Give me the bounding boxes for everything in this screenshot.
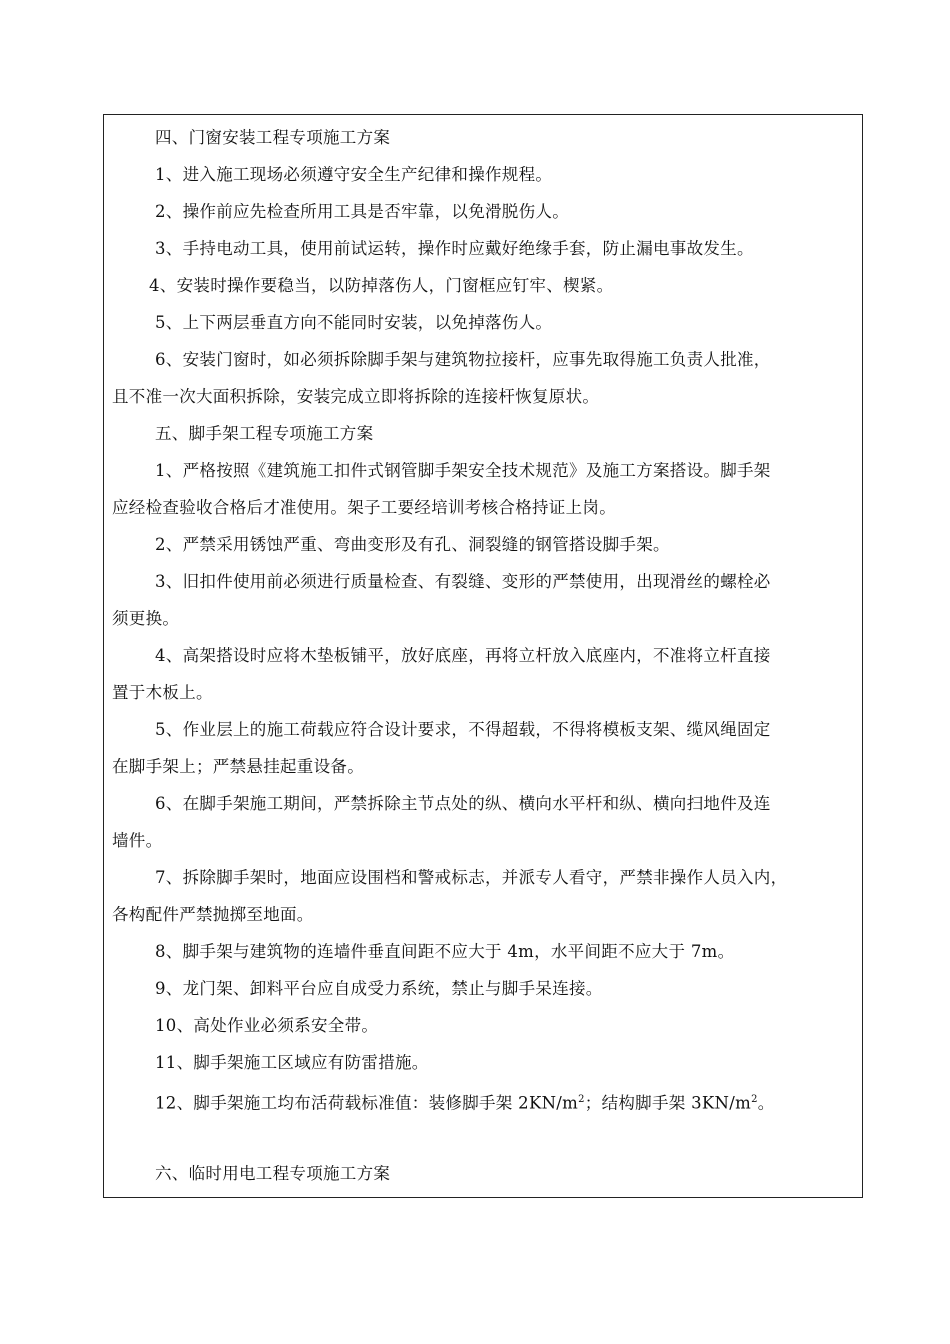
section-5-item-5 xyxy=(112,711,854,785)
section-5-item-9: 9、龙门架、卸料平台应自成受力系统，禁止与脚手呆连接。 xyxy=(155,979,603,998)
document-body xyxy=(112,119,854,1192)
section-5-item-12-text-a: 12、脚手架施工均布活荷载标准值：装修脚手架 2KN/m xyxy=(155,1093,579,1113)
section-5-item-3-line-2: 须更换。 xyxy=(112,609,180,628)
section-5-item-7 xyxy=(112,859,854,933)
section-5-item-6 xyxy=(112,785,854,859)
section-5-item-12 xyxy=(112,1081,854,1118)
section-4-item-6 xyxy=(112,341,854,415)
section-4-item-6-line-2: 且不准一次大面积拆除，安装完成立即将拆除的连接杆恢复原状。 xyxy=(112,387,600,406)
section-5-item-12-text-c: 。 xyxy=(757,1093,775,1113)
section-5-item-7-line-2: 各构配件严禁抛掷至地面。 xyxy=(112,905,314,924)
section-5-item-3 xyxy=(112,563,854,637)
section-5-item-7-line-1: 7、拆除脚手架时，地面应设围档和警戒标志，并派专人看守，严禁非操作人员入内， xyxy=(155,868,788,887)
section-4-title: 四、门窗安装工程专项施工方案 xyxy=(155,128,391,147)
section-4-item-4: 4、安装时操作要稳当，以防掉落伤人，门窗框应钉牢、楔紧。 xyxy=(149,276,614,295)
section-5-item-8: 8、脚手架与建筑物的连墙件垂直间距不应大于 4m，水平间距不应大于 7m。 xyxy=(155,942,735,961)
section-5-item-5-line-1: 5、作业层上的施工荷载应符合设计要求，不得超载，不得将模板支架、缆风绳固定 xyxy=(155,720,771,739)
section-5-title: 五、脚手架工程专项施工方案 xyxy=(155,424,374,443)
section-5-item-12-text-b: ；结构脚手架 3KN/m xyxy=(584,1093,752,1113)
section-5-item-10: 10、高处作业必须系安全带。 xyxy=(155,1016,379,1035)
section-4-item-3: 3、手持电动工具，使用前试运转，操作时应戴好绝缘手套，防止漏电事故发生。 xyxy=(155,239,754,258)
section-5-item-1 xyxy=(112,452,854,526)
section-5-item-4 xyxy=(112,637,854,711)
section-4-item-5: 5、上下两层垂直方向不能同时安装，以免掉落伤人。 xyxy=(155,313,553,332)
section-5-item-6-line-1: 6、在脚手架施工期间，严禁拆除主节点处的纵、横向水平杆和纵、横向扫地件及连 xyxy=(155,794,771,813)
section-4-item-1: 1、进入施工现场必须遵守安全生产纪律和操作规程。 xyxy=(155,165,553,184)
section-5-item-2: 2、严禁采用锈蚀严重、弯曲变形及有孔、洞裂缝的钢管搭设脚手架。 xyxy=(155,535,670,554)
section-5-item-11: 11、脚手架施工区域应有防雷措施。 xyxy=(155,1053,429,1072)
section-5-item-6-line-2: 墙件。 xyxy=(112,831,163,850)
section-6-title: 六、临时用电工程专项施工方案 xyxy=(155,1164,391,1183)
section-5-item-1-line-1: 1、严格按照《建筑施工扣件式钢管脚手架安全技术规范》及施工方案搭设。脚手架 xyxy=(155,461,771,480)
section-5-item-4-line-1: 4、高架搭设时应将木垫板铺平，放好底座，再将立杆放入底座内，不准将立杆直接 xyxy=(155,646,771,665)
section-4-item-6-line-1: 6、安装门窗时，如必须拆除脚手架与建筑物拉接杆，应事先取得施工负责人批准， xyxy=(155,350,771,369)
section-5-item-12-superscript-2: 2 xyxy=(751,1094,758,1105)
document-frame xyxy=(103,114,863,1198)
section-5-item-4-line-2: 置于木板上。 xyxy=(112,683,213,702)
section-5-item-1-line-2: 应经检查验收合格后才准使用。架子工要经培训考核合格持证上岗。 xyxy=(112,498,616,517)
section-4-item-2: 2、操作前应先检查所用工具是否牢靠，以免滑脱伤人。 xyxy=(155,202,569,221)
blank-line xyxy=(112,1118,854,1155)
section-5-item-12-superscript-1: 2 xyxy=(578,1094,585,1105)
section-5-item-5-line-2: 在脚手架上；严禁悬挂起重设备。 xyxy=(112,757,364,776)
section-5-item-3-line-1: 3、旧扣件使用前必须进行质量检查、有裂缝、变形的严禁使用，出现滑丝的螺栓必 xyxy=(155,572,771,591)
